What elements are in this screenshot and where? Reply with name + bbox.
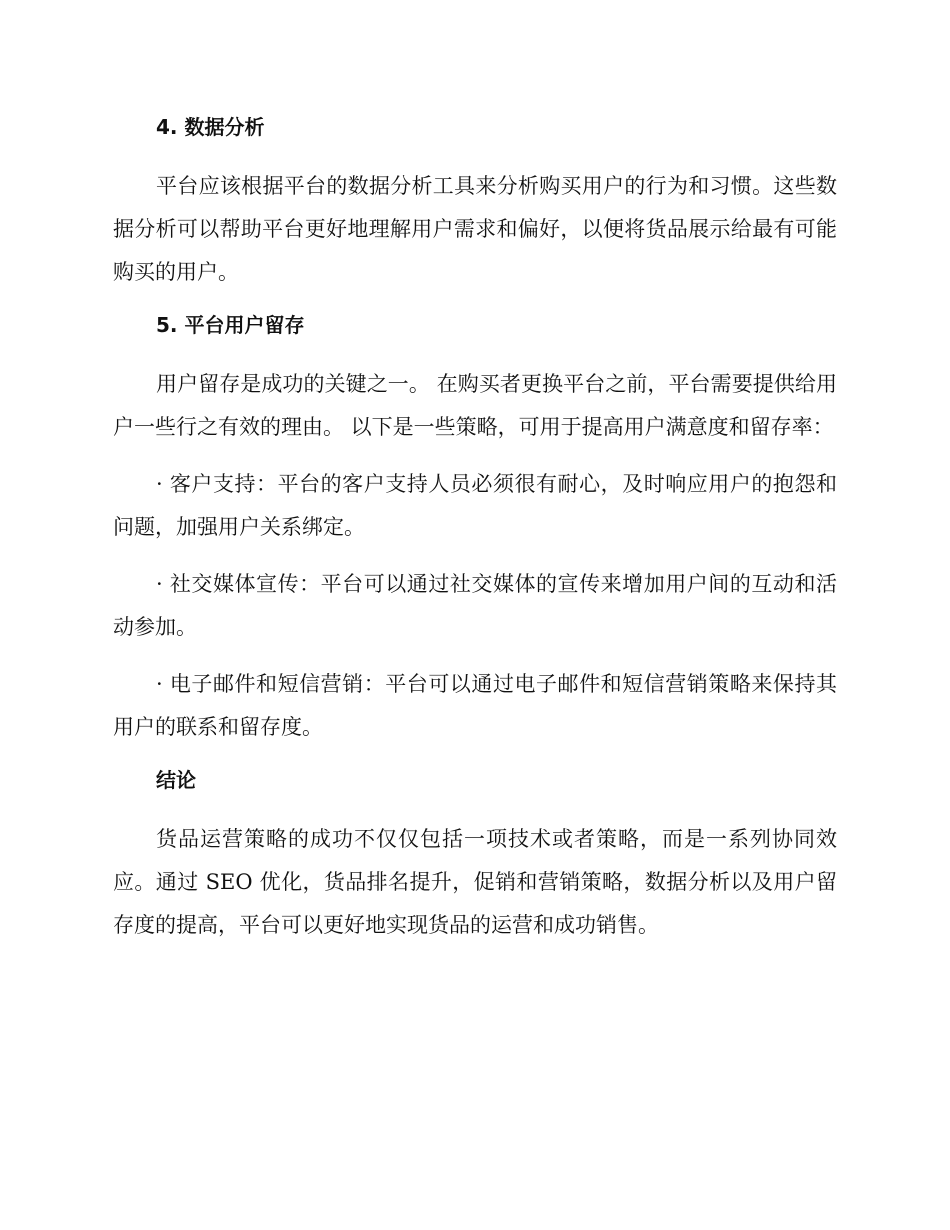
section-heading-conclusion: 结论 bbox=[156, 768, 196, 792]
document-body bbox=[113, 110, 837, 961]
bullet-email-sms: · 电子邮件和短信营销：平台可以通过电子邮件和短信营销策略来保持其用户的联系和留存度。 bbox=[113, 672, 837, 739]
bullet-social-media: · 社交媒体宣传：平台可以通过社交媒体的宣传来增加用户间的互动和活动参加。 bbox=[113, 572, 837, 639]
bullet-customer-support: · 客户支持：平台的客户支持人员必须很有耐心，及时响应用户的抱怨和问题，加强用户关系绑定。 bbox=[113, 472, 837, 539]
paragraph-data-analysis: 平台应该根据平台的数据分析工具来分析购买用户的行为和习惯。这些数据分析可以帮助平台更好地理解用户需求和偏好，以便将货品展示给最有可能购买的用户。 bbox=[113, 174, 837, 284]
paragraph-conclusion: 货品运营策略的成功不仅仅包括一项技术或者策略，而是一系列协同效应。通过 SEO 优化，货品排名提升，促销和营销策略，数据分析以及用户留存度的提高，平台可以更好地实现货品的运营和成功销售。 bbox=[113, 827, 837, 937]
paragraph-user-retention-intro: 用户留存是成功的关键之一。 在购买者更换平台之前，平台需要提供给用户一些行之有效的理由。 以下是一些策略，可用于提高用户满意度和留存率： bbox=[113, 372, 837, 439]
section-heading-user-retention: 5. 平台用户留存 bbox=[156, 313, 305, 337]
section-heading-data-analysis: 4. 数据分析 bbox=[156, 115, 265, 139]
